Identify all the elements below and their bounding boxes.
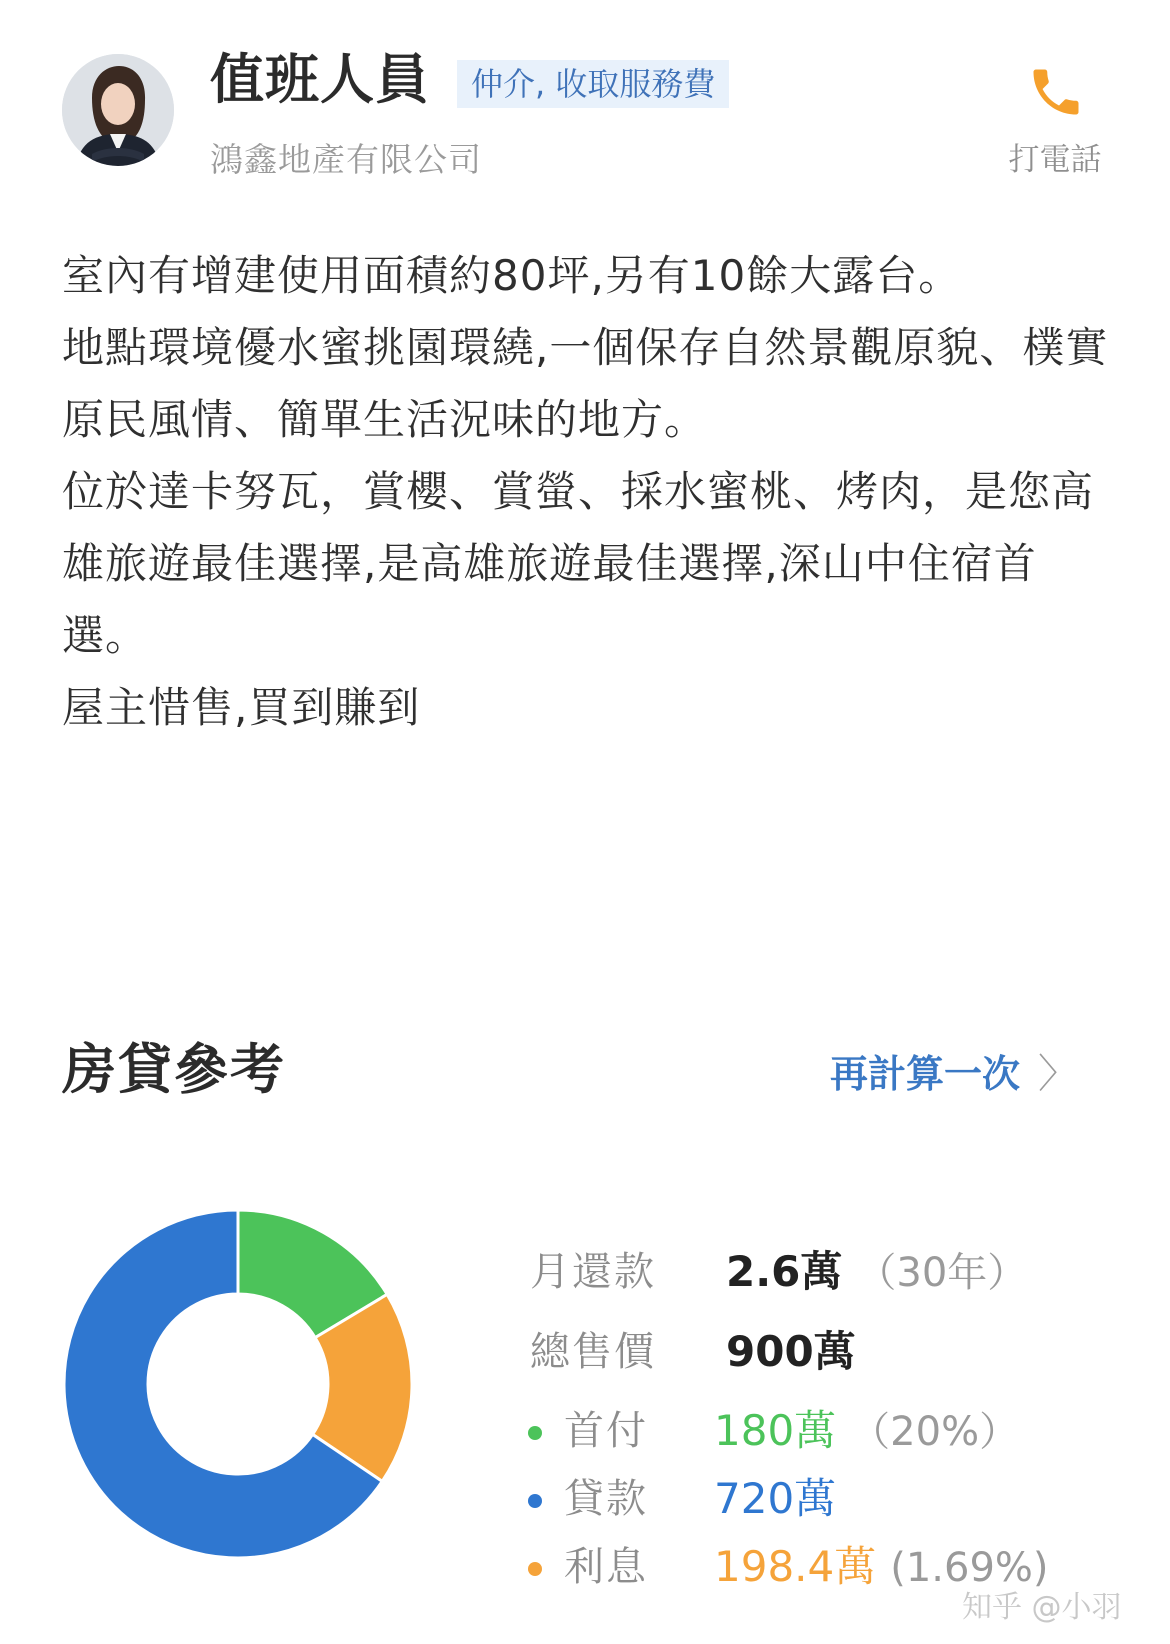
legend-label: 首付	[564, 1408, 648, 1454]
agent-type-badge: 仲介, 收取服務費	[457, 60, 729, 108]
agent-photo	[62, 54, 174, 166]
monthly-payment-label: 月還款	[530, 1249, 656, 1295]
description-paragraph: 室內有增建使用面積約80坪,另有10餘大露台。	[62, 251, 962, 300]
mortgage-section-title: 房貸參考	[62, 1038, 286, 1101]
interest-rate: (1.69%)	[890, 1545, 1049, 1591]
mortgage-donut-chart	[62, 1208, 414, 1560]
total-price-value: 900萬	[726, 1327, 856, 1376]
monthly-payment-amount: 2.6萬	[726, 1247, 843, 1296]
legend-value: 720萬	[714, 1474, 837, 1523]
call-button[interactable]	[990, 58, 1120, 186]
monthly-payment-value	[726, 1242, 1027, 1303]
call-label: 打電話	[1008, 142, 1102, 178]
description-paragraph: 地點環境優水蜜挑園環繞,一個保存自然景觀原貌、樸實原民風情、簡單生活況味的地方。	[62, 323, 1109, 444]
down-payment-percent: （20%）	[850, 1409, 1020, 1455]
total-price-label: 總售價	[530, 1329, 656, 1375]
description-paragraph: 位於達卡努瓦，賞櫻、賞螢、採水蜜桃、烤肉，是您高雄旅遊最佳選擇,是高雄旅遊最佳選擇,深山中住宿首選。	[62, 467, 1095, 660]
agent-company: 鴻鑫地產有限公司	[210, 140, 482, 179]
description-paragraph: 屋主惜售,買到賺到	[62, 683, 421, 732]
legend-dot	[528, 1426, 542, 1440]
down-payment-amount: 180萬	[714, 1406, 837, 1455]
legend-label: 貸款	[564, 1476, 648, 1522]
agent-name: 值班人員	[210, 48, 430, 111]
loan-term-note: （30年）	[856, 1250, 1028, 1296]
recalculate-label: 再計算一次	[830, 1052, 1021, 1096]
listing-description	[62, 240, 1112, 744]
recalculate-button[interactable]	[830, 1046, 1078, 1102]
interest-amount: 198.4萬	[714, 1542, 877, 1591]
legend-dot	[528, 1562, 542, 1576]
legend-dot	[528, 1494, 542, 1508]
legend-value	[714, 1402, 1019, 1461]
avatar[interactable]	[62, 54, 174, 166]
legend-label: 利息	[564, 1544, 648, 1590]
phone-icon	[1026, 62, 1086, 122]
watermark: 知乎 @小羽	[962, 1590, 1122, 1625]
agent-card	[0, 0, 1170, 200]
chevron-right-icon: 〉	[1038, 1051, 1079, 1097]
